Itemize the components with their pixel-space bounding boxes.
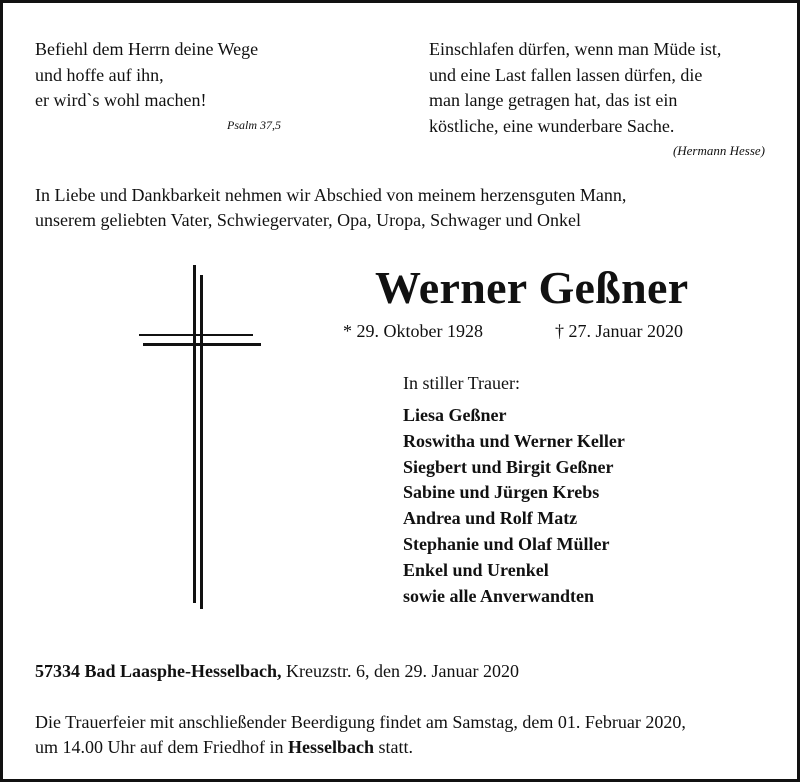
mourner-name: sowie alle Anverwandten (403, 585, 594, 606)
hesse-quote (429, 37, 721, 139)
mourner-name: Siegbert und Birgit Geßner (403, 456, 614, 477)
funeral-line: Die Trauerfeier mit anschließender Beerdigung findet am Samstag, dem 01. Februar 2020, (35, 712, 686, 732)
quote-line: und eine Last fallen lassen dürfen, die (429, 64, 703, 85)
quote-source: (Hermann Hesse) (672, 143, 765, 158)
cross-horizontal-bar (139, 334, 253, 336)
address-place: 57334 Bad Laasphe-Hesselbach, (35, 661, 282, 681)
funeral-time: um 14.00 Uhr auf dem Friedhof in (35, 737, 288, 757)
funeral-end: statt. (373, 737, 413, 757)
quote-line: köstliche, eine wunderbare Sache. (429, 115, 675, 136)
death-date: † 27. Januar 2020 (555, 321, 683, 341)
cross-vertical-bar (200, 275, 203, 609)
funeral-info (35, 710, 686, 760)
funeral-cemetery-place: Hesselbach (287, 737, 374, 757)
psalm-verse (35, 37, 258, 114)
psalm-source: Psalm 37,5 (227, 118, 281, 132)
mourning-heading: In stiller Trauer: (403, 373, 520, 393)
cross-horizontal-bar (143, 343, 261, 346)
verse-line: er wird`s wohl machen! (35, 90, 207, 110)
mourner-name: Liesa Geßner (403, 405, 507, 425)
quote-line: man lange getragen hat, das ist ein (429, 90, 678, 110)
mourners-list (403, 403, 625, 609)
verse-line: Befiehl dem Herrn deine Wege (35, 39, 259, 59)
quote-line: Einschlafen dürfen, wenn man Müde ist, (429, 39, 722, 59)
verse-line: und hoffe auf ihn, (35, 64, 164, 85)
mourning-address (35, 661, 519, 682)
birth-date: * 29. Oktober 1928 (343, 321, 483, 341)
intro-text (35, 183, 626, 233)
mourner-name: Andrea und Rolf Matz (403, 508, 578, 529)
cross-vertical-bar (193, 265, 196, 603)
funeral-line (35, 735, 686, 760)
mourner-name: Roswitha und Werner Keller (403, 430, 625, 451)
mourner-name: Sabine und Jürgen Krebs (403, 482, 600, 503)
christian-cross-icon (137, 265, 265, 609)
mourner-name: Stephanie und Olaf Müller (403, 533, 610, 554)
mourner-name: Enkel und Urenkel (403, 559, 549, 580)
intro-line: In Liebe und Dankbarkeit nehmen wir Abschied von meinem herzensguten Mann, (35, 185, 627, 205)
address-street-date: Kreuzstr. 6, den 29. Januar 2020 (281, 661, 519, 681)
deceased-name: Werner Geßner (375, 262, 689, 313)
intro-line: unserem geliebten Vater, Schwiegervater, Opa, Uropa, Schwager und Onkel (35, 210, 582, 230)
